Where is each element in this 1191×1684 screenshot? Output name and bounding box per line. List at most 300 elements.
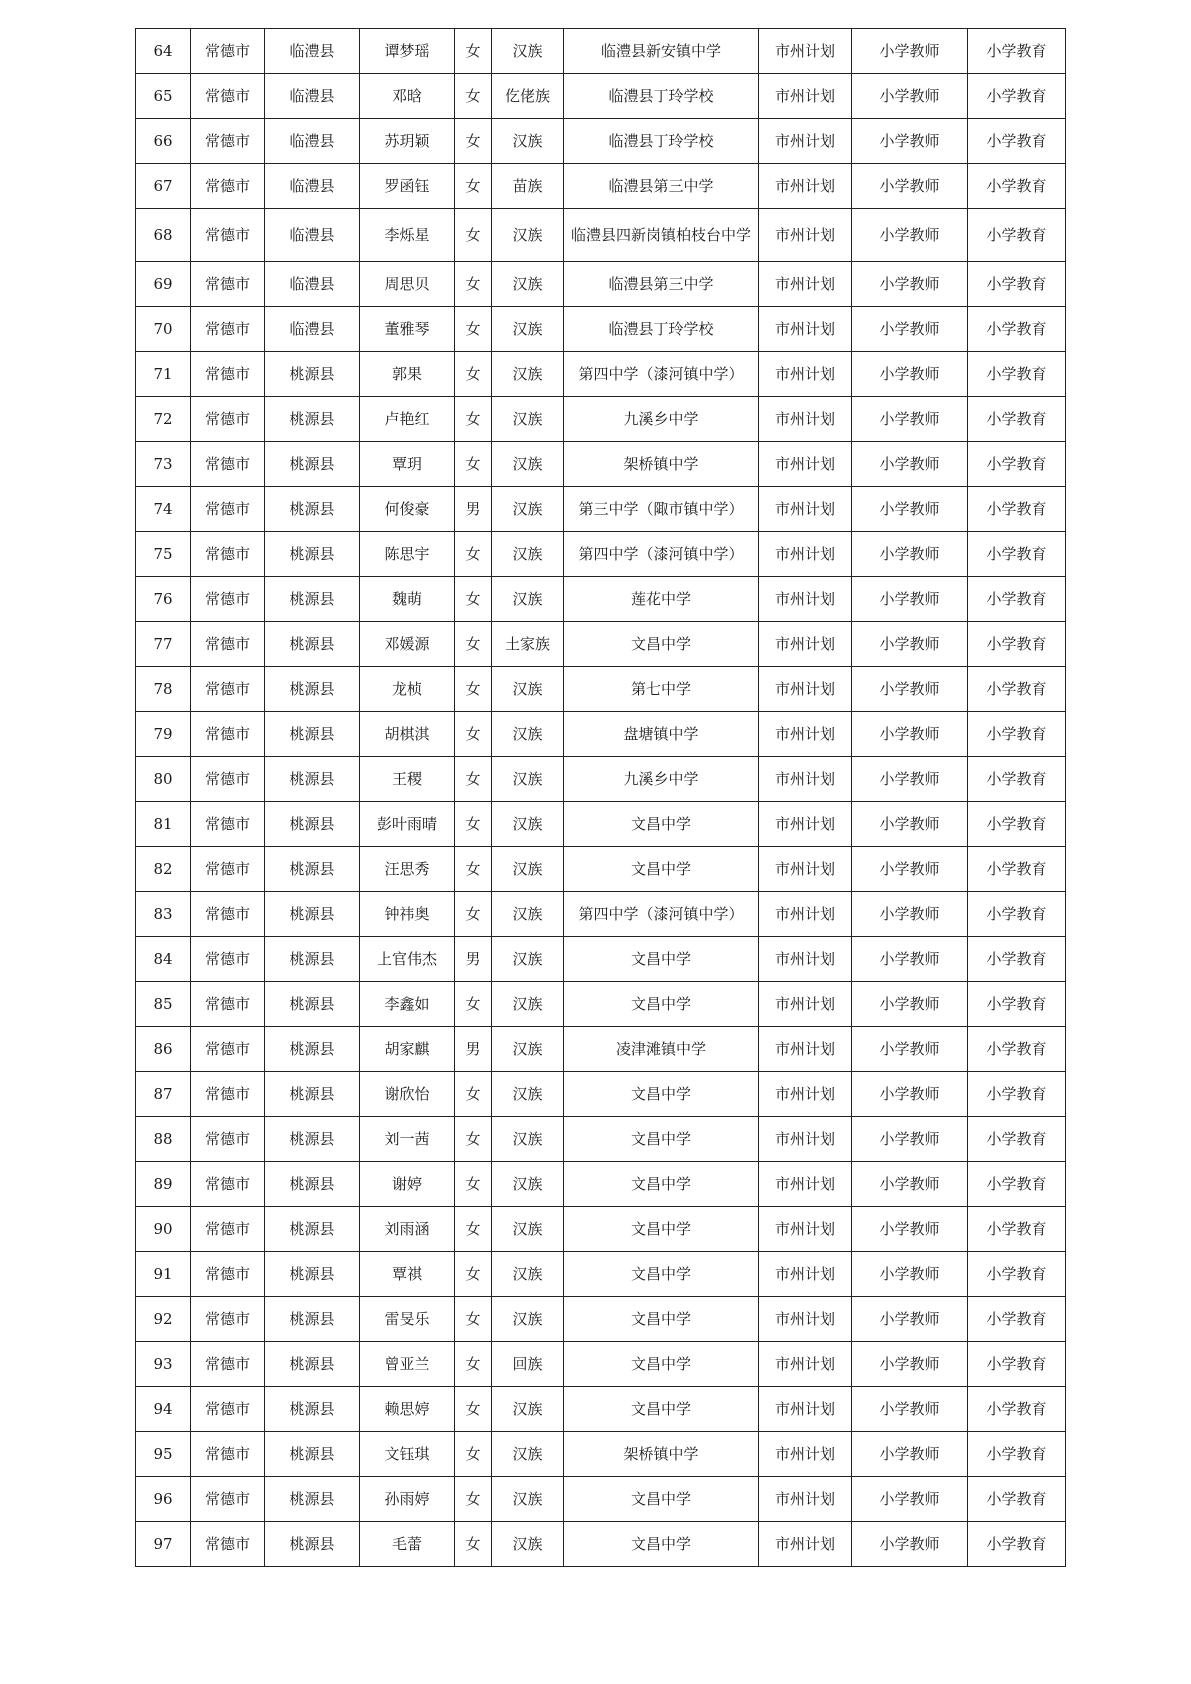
subject-cell: 小学教育 bbox=[968, 757, 1066, 802]
table-row bbox=[136, 1207, 1066, 1252]
county-cell: 桃源县 bbox=[265, 352, 360, 397]
subject-cell: 小学教育 bbox=[968, 1477, 1066, 1522]
ethnicity-cell: 汉族 bbox=[492, 892, 564, 937]
position-cell: 小学教师 bbox=[852, 442, 968, 487]
county-cell: 桃源县 bbox=[265, 667, 360, 712]
school-cell: 文昌中学 bbox=[564, 1342, 759, 1387]
school-cell: 文昌中学 bbox=[564, 1252, 759, 1297]
city-cell: 常德市 bbox=[191, 1072, 265, 1117]
ethnicity-cell: 汉族 bbox=[492, 397, 564, 442]
city-cell: 常德市 bbox=[191, 1342, 265, 1387]
ethnicity-cell: 汉族 bbox=[492, 352, 564, 397]
name-cell: 李鑫如 bbox=[360, 982, 455, 1027]
school-cell: 文昌中学 bbox=[564, 1207, 759, 1252]
subject-cell: 小学教育 bbox=[968, 307, 1066, 352]
subject-cell: 小学教育 bbox=[968, 847, 1066, 892]
gender-cell: 女 bbox=[455, 307, 492, 352]
gender-cell: 男 bbox=[455, 487, 492, 532]
table-row bbox=[136, 164, 1066, 209]
school-cell: 九溪乡中学 bbox=[564, 757, 759, 802]
position-cell: 小学教师 bbox=[852, 1297, 968, 1342]
county-cell: 桃源县 bbox=[265, 1072, 360, 1117]
position-cell: 小学教师 bbox=[852, 937, 968, 982]
county-cell: 桃源县 bbox=[265, 577, 360, 622]
subject-cell: 小学教育 bbox=[968, 442, 1066, 487]
position-cell: 小学教师 bbox=[852, 892, 968, 937]
name-cell: 魏萌 bbox=[360, 577, 455, 622]
subject-cell: 小学教育 bbox=[968, 164, 1066, 209]
school-cell: 文昌中学 bbox=[564, 847, 759, 892]
city-cell: 常德市 bbox=[191, 262, 265, 307]
subject-cell: 小学教育 bbox=[968, 1207, 1066, 1252]
plan-type-cell: 市州计划 bbox=[759, 442, 852, 487]
plan-type-cell: 市州计划 bbox=[759, 937, 852, 982]
gender-cell: 女 bbox=[455, 29, 492, 74]
gender-cell: 女 bbox=[455, 262, 492, 307]
city-cell: 常德市 bbox=[191, 164, 265, 209]
serial-number-cell: 84 bbox=[136, 937, 191, 982]
county-cell: 桃源县 bbox=[265, 1477, 360, 1522]
school-cell: 文昌中学 bbox=[564, 1297, 759, 1342]
table-row bbox=[136, 1477, 1066, 1522]
ethnicity-cell: 汉族 bbox=[492, 1117, 564, 1162]
table-row bbox=[136, 937, 1066, 982]
name-cell: 胡家麒 bbox=[360, 1027, 455, 1072]
county-cell: 桃源县 bbox=[265, 802, 360, 847]
gender-cell: 女 bbox=[455, 757, 492, 802]
ethnicity-cell: 汉族 bbox=[492, 937, 564, 982]
position-cell: 小学教师 bbox=[852, 1387, 968, 1432]
city-cell: 常德市 bbox=[191, 1522, 265, 1567]
county-cell: 桃源县 bbox=[265, 982, 360, 1027]
school-cell: 临澧县新安镇中学 bbox=[564, 29, 759, 74]
gender-cell: 女 bbox=[455, 1162, 492, 1207]
school-cell: 文昌中学 bbox=[564, 1477, 759, 1522]
subject-cell: 小学教育 bbox=[968, 982, 1066, 1027]
gender-cell: 女 bbox=[455, 1117, 492, 1162]
gender-cell: 女 bbox=[455, 667, 492, 712]
plan-type-cell: 市州计划 bbox=[759, 74, 852, 119]
county-cell: 临澧县 bbox=[265, 74, 360, 119]
county-cell: 桃源县 bbox=[265, 1027, 360, 1072]
ethnicity-cell: 仡佬族 bbox=[492, 74, 564, 119]
serial-number-cell: 71 bbox=[136, 352, 191, 397]
serial-number-cell: 86 bbox=[136, 1027, 191, 1072]
county-cell: 桃源县 bbox=[265, 1297, 360, 1342]
plan-type-cell: 市州计划 bbox=[759, 119, 852, 164]
name-cell: 胡棋淇 bbox=[360, 712, 455, 757]
position-cell: 小学教师 bbox=[852, 712, 968, 757]
school-cell: 架桥镇中学 bbox=[564, 1432, 759, 1477]
subject-cell: 小学教育 bbox=[968, 622, 1066, 667]
school-cell: 第四中学（漆河镇中学） bbox=[564, 532, 759, 577]
gender-cell: 女 bbox=[455, 1432, 492, 1477]
position-cell: 小学教师 bbox=[852, 577, 968, 622]
gender-cell: 女 bbox=[455, 982, 492, 1027]
ethnicity-cell: 汉族 bbox=[492, 119, 564, 164]
county-cell: 桃源县 bbox=[265, 1162, 360, 1207]
county-cell: 桃源县 bbox=[265, 1342, 360, 1387]
table-row bbox=[136, 532, 1066, 577]
gender-cell: 女 bbox=[455, 1297, 492, 1342]
table-row bbox=[136, 892, 1066, 937]
position-cell: 小学教师 bbox=[852, 1072, 968, 1117]
serial-number-cell: 91 bbox=[136, 1252, 191, 1297]
table-row bbox=[136, 622, 1066, 667]
table-row bbox=[136, 667, 1066, 712]
school-cell: 第四中学（漆河镇中学） bbox=[564, 892, 759, 937]
city-cell: 常德市 bbox=[191, 982, 265, 1027]
position-cell: 小学教师 bbox=[852, 209, 968, 262]
position-cell: 小学教师 bbox=[852, 29, 968, 74]
city-cell: 常德市 bbox=[191, 29, 265, 74]
table-row bbox=[136, 982, 1066, 1027]
position-cell: 小学教师 bbox=[852, 1162, 968, 1207]
serial-number-cell: 85 bbox=[136, 982, 191, 1027]
subject-cell: 小学教育 bbox=[968, 1432, 1066, 1477]
subject-cell: 小学教育 bbox=[968, 532, 1066, 577]
county-cell: 桃源县 bbox=[265, 1117, 360, 1162]
school-cell: 盘塘镇中学 bbox=[564, 712, 759, 757]
gender-cell: 女 bbox=[455, 1207, 492, 1252]
subject-cell: 小学教育 bbox=[968, 1027, 1066, 1072]
position-cell: 小学教师 bbox=[852, 532, 968, 577]
ethnicity-cell: 汉族 bbox=[492, 1432, 564, 1477]
gender-cell: 男 bbox=[455, 937, 492, 982]
name-cell: 卢艳红 bbox=[360, 397, 455, 442]
gender-cell: 女 bbox=[455, 1252, 492, 1297]
ethnicity-cell: 汉族 bbox=[492, 1477, 564, 1522]
position-cell: 小学教师 bbox=[852, 982, 968, 1027]
gender-cell: 女 bbox=[455, 74, 492, 119]
subject-cell: 小学教育 bbox=[968, 1342, 1066, 1387]
roster-table bbox=[135, 28, 1066, 1567]
county-cell: 桃源县 bbox=[265, 937, 360, 982]
city-cell: 常德市 bbox=[191, 1162, 265, 1207]
county-cell: 临澧县 bbox=[265, 164, 360, 209]
position-cell: 小学教师 bbox=[852, 757, 968, 802]
table-row bbox=[136, 1117, 1066, 1162]
name-cell: 陈思宇 bbox=[360, 532, 455, 577]
plan-type-cell: 市州计划 bbox=[759, 712, 852, 757]
position-cell: 小学教师 bbox=[852, 802, 968, 847]
table-row bbox=[136, 352, 1066, 397]
plan-type-cell: 市州计划 bbox=[759, 1297, 852, 1342]
school-cell: 文昌中学 bbox=[564, 982, 759, 1027]
position-cell: 小学教师 bbox=[852, 74, 968, 119]
ethnicity-cell: 回族 bbox=[492, 1342, 564, 1387]
county-cell: 桃源县 bbox=[265, 1252, 360, 1297]
county-cell: 桃源县 bbox=[265, 1387, 360, 1432]
subject-cell: 小学教育 bbox=[968, 577, 1066, 622]
school-cell: 架桥镇中学 bbox=[564, 442, 759, 487]
position-cell: 小学教师 bbox=[852, 1027, 968, 1072]
position-cell: 小学教师 bbox=[852, 352, 968, 397]
county-cell: 桃源县 bbox=[265, 622, 360, 667]
subject-cell: 小学教育 bbox=[968, 352, 1066, 397]
name-cell: 邓媛源 bbox=[360, 622, 455, 667]
plan-type-cell: 市州计划 bbox=[759, 1387, 852, 1432]
serial-number-cell: 89 bbox=[136, 1162, 191, 1207]
table-row bbox=[136, 1072, 1066, 1117]
serial-number-cell: 68 bbox=[136, 209, 191, 262]
serial-number-cell: 93 bbox=[136, 1342, 191, 1387]
position-cell: 小学教师 bbox=[852, 622, 968, 667]
serial-number-cell: 69 bbox=[136, 262, 191, 307]
table-row bbox=[136, 1432, 1066, 1477]
name-cell: 谭梦瑶 bbox=[360, 29, 455, 74]
ethnicity-cell: 汉族 bbox=[492, 307, 564, 352]
city-cell: 常德市 bbox=[191, 1477, 265, 1522]
ethnicity-cell: 汉族 bbox=[492, 1027, 564, 1072]
city-cell: 常德市 bbox=[191, 532, 265, 577]
plan-type-cell: 市州计划 bbox=[759, 352, 852, 397]
ethnicity-cell: 汉族 bbox=[492, 577, 564, 622]
plan-type-cell: 市州计划 bbox=[759, 802, 852, 847]
name-cell: 何俊豪 bbox=[360, 487, 455, 532]
city-cell: 常德市 bbox=[191, 847, 265, 892]
ethnicity-cell: 汉族 bbox=[492, 1072, 564, 1117]
plan-type-cell: 市州计划 bbox=[759, 622, 852, 667]
gender-cell: 女 bbox=[455, 847, 492, 892]
position-cell: 小学教师 bbox=[852, 307, 968, 352]
subject-cell: 小学教育 bbox=[968, 892, 1066, 937]
subject-cell: 小学教育 bbox=[968, 487, 1066, 532]
city-cell: 常德市 bbox=[191, 352, 265, 397]
ethnicity-cell: 汉族 bbox=[492, 757, 564, 802]
county-cell: 桃源县 bbox=[265, 442, 360, 487]
position-cell: 小学教师 bbox=[852, 397, 968, 442]
city-cell: 常德市 bbox=[191, 209, 265, 262]
school-cell: 莲花中学 bbox=[564, 577, 759, 622]
serial-number-cell: 65 bbox=[136, 74, 191, 119]
name-cell: 谢婷 bbox=[360, 1162, 455, 1207]
position-cell: 小学教师 bbox=[852, 1207, 968, 1252]
school-cell: 第三中学（陬市镇中学） bbox=[564, 487, 759, 532]
name-cell: 周思贝 bbox=[360, 262, 455, 307]
serial-number-cell: 80 bbox=[136, 757, 191, 802]
plan-type-cell: 市州计划 bbox=[759, 1027, 852, 1072]
county-cell: 桃源县 bbox=[265, 532, 360, 577]
school-cell: 九溪乡中学 bbox=[564, 397, 759, 442]
name-cell: 龙桢 bbox=[360, 667, 455, 712]
ethnicity-cell: 汉族 bbox=[492, 209, 564, 262]
table-row bbox=[136, 802, 1066, 847]
city-cell: 常德市 bbox=[191, 1432, 265, 1477]
school-cell: 临澧县四新岗镇柏枝台中学 bbox=[564, 209, 759, 262]
gender-cell: 女 bbox=[455, 1477, 492, 1522]
serial-number-cell: 67 bbox=[136, 164, 191, 209]
serial-number-cell: 97 bbox=[136, 1522, 191, 1567]
city-cell: 常德市 bbox=[191, 667, 265, 712]
name-cell: 谢欣怡 bbox=[360, 1072, 455, 1117]
gender-cell: 女 bbox=[455, 577, 492, 622]
ethnicity-cell: 苗族 bbox=[492, 164, 564, 209]
table-row bbox=[136, 757, 1066, 802]
county-cell: 桃源县 bbox=[265, 1522, 360, 1567]
gender-cell: 女 bbox=[455, 892, 492, 937]
serial-number-cell: 77 bbox=[136, 622, 191, 667]
school-cell: 文昌中学 bbox=[564, 802, 759, 847]
city-cell: 常德市 bbox=[191, 1252, 265, 1297]
school-cell: 临澧县丁玲学校 bbox=[564, 119, 759, 164]
ethnicity-cell: 土家族 bbox=[492, 622, 564, 667]
table-row bbox=[136, 1342, 1066, 1387]
gender-cell: 女 bbox=[455, 1342, 492, 1387]
gender-cell: 女 bbox=[455, 712, 492, 757]
table-row bbox=[136, 442, 1066, 487]
city-cell: 常德市 bbox=[191, 937, 265, 982]
subject-cell: 小学教育 bbox=[968, 262, 1066, 307]
subject-cell: 小学教育 bbox=[968, 74, 1066, 119]
plan-type-cell: 市州计划 bbox=[759, 532, 852, 577]
county-cell: 临澧县 bbox=[265, 29, 360, 74]
subject-cell: 小学教育 bbox=[968, 209, 1066, 262]
gender-cell: 女 bbox=[455, 397, 492, 442]
plan-type-cell: 市州计划 bbox=[759, 487, 852, 532]
serial-number-cell: 95 bbox=[136, 1432, 191, 1477]
school-cell: 文昌中学 bbox=[564, 622, 759, 667]
table-row bbox=[136, 29, 1066, 74]
plan-type-cell: 市州计划 bbox=[759, 1477, 852, 1522]
ethnicity-cell: 汉族 bbox=[492, 982, 564, 1027]
position-cell: 小学教师 bbox=[852, 1252, 968, 1297]
name-cell: 曾亚兰 bbox=[360, 1342, 455, 1387]
ethnicity-cell: 汉族 bbox=[492, 1387, 564, 1432]
table-row bbox=[136, 262, 1066, 307]
serial-number-cell: 94 bbox=[136, 1387, 191, 1432]
plan-type-cell: 市州计划 bbox=[759, 577, 852, 622]
gender-cell: 女 bbox=[455, 442, 492, 487]
ethnicity-cell: 汉族 bbox=[492, 667, 564, 712]
school-cell: 文昌中学 bbox=[564, 1072, 759, 1117]
name-cell: 上官伟杰 bbox=[360, 937, 455, 982]
table-row bbox=[136, 847, 1066, 892]
subject-cell: 小学教育 bbox=[968, 1522, 1066, 1567]
subject-cell: 小学教育 bbox=[968, 1252, 1066, 1297]
plan-type-cell: 市州计划 bbox=[759, 397, 852, 442]
subject-cell: 小学教育 bbox=[968, 1297, 1066, 1342]
serial-number-cell: 76 bbox=[136, 577, 191, 622]
school-cell: 文昌中学 bbox=[564, 1387, 759, 1432]
name-cell: 汪思秀 bbox=[360, 847, 455, 892]
ethnicity-cell: 汉族 bbox=[492, 712, 564, 757]
plan-type-cell: 市州计划 bbox=[759, 1162, 852, 1207]
county-cell: 桃源县 bbox=[265, 712, 360, 757]
subject-cell: 小学教育 bbox=[968, 667, 1066, 712]
ethnicity-cell: 汉族 bbox=[492, 532, 564, 577]
city-cell: 常德市 bbox=[191, 487, 265, 532]
county-cell: 临澧县 bbox=[265, 209, 360, 262]
name-cell: 覃玥 bbox=[360, 442, 455, 487]
position-cell: 小学教师 bbox=[852, 847, 968, 892]
gender-cell: 女 bbox=[455, 1522, 492, 1567]
city-cell: 常德市 bbox=[191, 622, 265, 667]
plan-type-cell: 市州计划 bbox=[759, 1117, 852, 1162]
subject-cell: 小学教育 bbox=[968, 1162, 1066, 1207]
county-cell: 临澧县 bbox=[265, 307, 360, 352]
name-cell: 彭叶雨晴 bbox=[360, 802, 455, 847]
name-cell: 李烁星 bbox=[360, 209, 455, 262]
serial-number-cell: 79 bbox=[136, 712, 191, 757]
ethnicity-cell: 汉族 bbox=[492, 1252, 564, 1297]
ethnicity-cell: 汉族 bbox=[492, 1162, 564, 1207]
serial-number-cell: 75 bbox=[136, 532, 191, 577]
city-cell: 常德市 bbox=[191, 757, 265, 802]
plan-type-cell: 市州计划 bbox=[759, 982, 852, 1027]
ethnicity-cell: 汉族 bbox=[492, 262, 564, 307]
serial-number-cell: 74 bbox=[136, 487, 191, 532]
table-row bbox=[136, 397, 1066, 442]
plan-type-cell: 市州计划 bbox=[759, 307, 852, 352]
table-row bbox=[136, 307, 1066, 352]
position-cell: 小学教师 bbox=[852, 487, 968, 532]
subject-cell: 小学教育 bbox=[968, 1387, 1066, 1432]
city-cell: 常德市 bbox=[191, 1387, 265, 1432]
county-cell: 桃源县 bbox=[265, 1432, 360, 1477]
subject-cell: 小学教育 bbox=[968, 937, 1066, 982]
serial-number-cell: 72 bbox=[136, 397, 191, 442]
position-cell: 小学教师 bbox=[852, 119, 968, 164]
county-cell: 桃源县 bbox=[265, 847, 360, 892]
subject-cell: 小学教育 bbox=[968, 1072, 1066, 1117]
plan-type-cell: 市州计划 bbox=[759, 892, 852, 937]
city-cell: 常德市 bbox=[191, 74, 265, 119]
serial-number-cell: 66 bbox=[136, 119, 191, 164]
name-cell: 赖思婷 bbox=[360, 1387, 455, 1432]
name-cell: 覃祺 bbox=[360, 1252, 455, 1297]
gender-cell: 女 bbox=[455, 1072, 492, 1117]
name-cell: 郭果 bbox=[360, 352, 455, 397]
table-row bbox=[136, 1297, 1066, 1342]
county-cell: 桃源县 bbox=[265, 487, 360, 532]
serial-number-cell: 96 bbox=[136, 1477, 191, 1522]
serial-number-cell: 92 bbox=[136, 1297, 191, 1342]
position-cell: 小学教师 bbox=[852, 164, 968, 209]
county-cell: 临澧县 bbox=[265, 262, 360, 307]
city-cell: 常德市 bbox=[191, 307, 265, 352]
plan-type-cell: 市州计划 bbox=[759, 847, 852, 892]
name-cell: 刘一茜 bbox=[360, 1117, 455, 1162]
plan-type-cell: 市州计划 bbox=[759, 1342, 852, 1387]
city-cell: 常德市 bbox=[191, 442, 265, 487]
school-cell: 凌津滩镇中学 bbox=[564, 1027, 759, 1072]
ethnicity-cell: 汉族 bbox=[492, 1297, 564, 1342]
county-cell: 桃源县 bbox=[265, 397, 360, 442]
city-cell: 常德市 bbox=[191, 1117, 265, 1162]
table-row bbox=[136, 577, 1066, 622]
serial-number-cell: 70 bbox=[136, 307, 191, 352]
name-cell: 钟祎奥 bbox=[360, 892, 455, 937]
gender-cell: 女 bbox=[455, 1387, 492, 1432]
serial-number-cell: 88 bbox=[136, 1117, 191, 1162]
school-cell: 临澧县第三中学 bbox=[564, 262, 759, 307]
roster-body bbox=[136, 29, 1066, 1567]
serial-number-cell: 90 bbox=[136, 1207, 191, 1252]
gender-cell: 女 bbox=[455, 209, 492, 262]
position-cell: 小学教师 bbox=[852, 667, 968, 712]
plan-type-cell: 市州计划 bbox=[759, 757, 852, 802]
plan-type-cell: 市州计划 bbox=[759, 1432, 852, 1477]
school-cell: 文昌中学 bbox=[564, 937, 759, 982]
name-cell: 邓晗 bbox=[360, 74, 455, 119]
plan-type-cell: 市州计划 bbox=[759, 1252, 852, 1297]
plan-type-cell: 市州计划 bbox=[759, 667, 852, 712]
ethnicity-cell: 汉族 bbox=[492, 1207, 564, 1252]
serial-number-cell: 78 bbox=[136, 667, 191, 712]
position-cell: 小学教师 bbox=[852, 1342, 968, 1387]
school-cell: 临澧县丁玲学校 bbox=[564, 74, 759, 119]
